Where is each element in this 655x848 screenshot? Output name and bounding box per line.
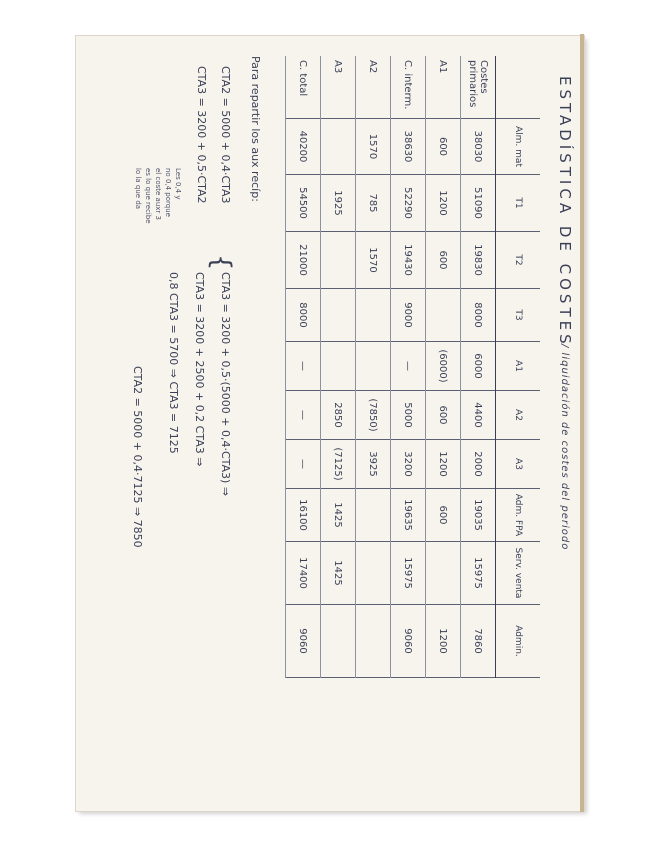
brace-icon: { xyxy=(206,254,236,271)
table-cell: 1570 xyxy=(356,119,391,175)
header-t3: T3 xyxy=(496,289,541,342)
table-cell: 1570 xyxy=(356,232,391,289)
table-cell: 1200 xyxy=(426,440,461,489)
equation-step-2: CTA3 = 3200 + 2500 + 0,2 CTA3 ⇒ xyxy=(193,272,206,467)
table-cell: 21000 xyxy=(286,232,321,289)
table-cell xyxy=(426,542,461,605)
equation-step-1: CTA3 = 3200 + 0,5·(5000 + 0,4·CTA3) ⇒ xyxy=(219,272,232,497)
header-alm-mat: Alm. mat xyxy=(496,119,541,175)
table-cell: 15975 xyxy=(461,542,496,605)
row-label: A2 xyxy=(356,56,391,119)
table-cell: 38030 xyxy=(461,119,496,175)
table-cell: 19635 xyxy=(391,489,426,542)
table-cell: 19035 xyxy=(461,489,496,542)
equation-step-4: CTA2 = 5000 + 0,4·7125 ⇒ 7850 xyxy=(131,366,144,548)
page-subtitle: / liquidación de costes del periodo xyxy=(559,344,570,551)
table-cell xyxy=(321,232,356,289)
header-a1: A1 xyxy=(496,342,541,391)
table-cell: 38630 xyxy=(391,119,426,175)
table-cell xyxy=(356,289,391,342)
table-cell xyxy=(321,289,356,342)
table-cell: 5000 xyxy=(391,391,426,440)
table-cell: 1425 xyxy=(321,489,356,542)
table-cell xyxy=(356,342,391,391)
table-cell xyxy=(356,605,391,678)
table-cell: 40200 xyxy=(286,119,321,175)
table-cell: 16100 xyxy=(286,489,321,542)
table-cell: (7850) xyxy=(356,391,391,440)
table-cell: 9000 xyxy=(391,289,426,342)
table-cell xyxy=(426,289,461,342)
table-row xyxy=(461,56,496,678)
table-cell: 4400 xyxy=(461,391,496,440)
table-cell: 9060 xyxy=(286,605,321,678)
table-cell: 1425 xyxy=(321,542,356,605)
table-cell: 2850 xyxy=(321,391,356,440)
equation-step-3: 0,8 CTA3 = 5700 ⇒ CTA3 = 7125 xyxy=(167,272,180,454)
table-cell: 7860 xyxy=(461,605,496,678)
header-adm-fpa: Adm. FPA xyxy=(496,489,541,542)
table-cell: 3200 xyxy=(391,440,426,489)
table-cell: 600 xyxy=(426,489,461,542)
rotated-content xyxy=(76,36,584,811)
aside-note-1: Les 0,4 y xyxy=(174,168,182,200)
table-cell: 785 xyxy=(356,175,391,232)
table-cell: 6000 xyxy=(461,342,496,391)
notes-intro: Para repartir los aux recíp: xyxy=(249,56,262,202)
table-cell: — xyxy=(286,342,321,391)
table-row xyxy=(321,56,356,678)
table-cell xyxy=(321,119,356,175)
table-cell: — xyxy=(286,440,321,489)
table-cell: 17400 xyxy=(286,542,321,605)
page-title: ESTADÍSTICA DE COSTES xyxy=(556,76,574,348)
table-cell: 19830 xyxy=(461,232,496,289)
table-cell: — xyxy=(391,342,426,391)
equation-cta3: CTA3 = 3200 + 0,5·CTA2 xyxy=(195,66,208,204)
sheet-content xyxy=(76,36,584,811)
row-label: C. total xyxy=(286,56,321,119)
table-cell xyxy=(356,542,391,605)
table-row xyxy=(426,56,461,678)
table-cell: 19430 xyxy=(391,232,426,289)
table-cell xyxy=(356,489,391,542)
header-corner xyxy=(496,56,541,119)
aside-note-5: lo la que da xyxy=(134,168,142,210)
table-cell: 1925 xyxy=(321,175,356,232)
header-t2: T2 xyxy=(496,232,541,289)
row-label: C. interm. xyxy=(391,56,426,119)
aside-note-3: el coste auxr 3 xyxy=(154,168,162,220)
table-cell: 1200 xyxy=(426,605,461,678)
table-cell xyxy=(321,342,356,391)
table-cell xyxy=(321,605,356,678)
table-cell: (6000) xyxy=(426,342,461,391)
header-a3: A3 xyxy=(496,440,541,489)
table-cell: 3925 xyxy=(356,440,391,489)
header-t1: T1 xyxy=(496,175,541,232)
row-label: A1 xyxy=(426,56,461,119)
table-cell: 54500 xyxy=(286,175,321,232)
table-cell: 2000 xyxy=(461,440,496,489)
table-cell: 600 xyxy=(426,119,461,175)
table-row xyxy=(286,56,321,678)
aside-note-4: es lo que recibe xyxy=(144,168,152,224)
equation-cta2: CTA2 = 5000 + 0,4·CTA3 xyxy=(219,66,232,204)
table-cell: 51090 xyxy=(461,175,496,232)
row-label: A3 xyxy=(321,56,356,119)
header-admin: Admin. xyxy=(496,605,541,678)
table-cell: 52290 xyxy=(391,175,426,232)
table-cell: (7125) xyxy=(321,440,356,489)
table-cell: 8000 xyxy=(461,289,496,342)
row-label: Costes primarios xyxy=(461,56,496,119)
table-cell: 600 xyxy=(426,232,461,289)
table-cell: 9060 xyxy=(391,605,426,678)
table-cell: 1200 xyxy=(426,175,461,232)
table-row xyxy=(356,56,391,678)
table-cell: — xyxy=(286,391,321,440)
table-header-row xyxy=(496,56,541,678)
table-cell: 15975 xyxy=(391,542,426,605)
header-serv-venta: Serv. venta xyxy=(496,542,541,605)
table-cell: 600 xyxy=(426,391,461,440)
table-cell: 8000 xyxy=(286,289,321,342)
cost-table xyxy=(285,56,540,678)
table-row xyxy=(391,56,426,678)
aside-note-2: no 0,4 porque xyxy=(164,168,172,217)
header-a2: A2 xyxy=(496,391,541,440)
